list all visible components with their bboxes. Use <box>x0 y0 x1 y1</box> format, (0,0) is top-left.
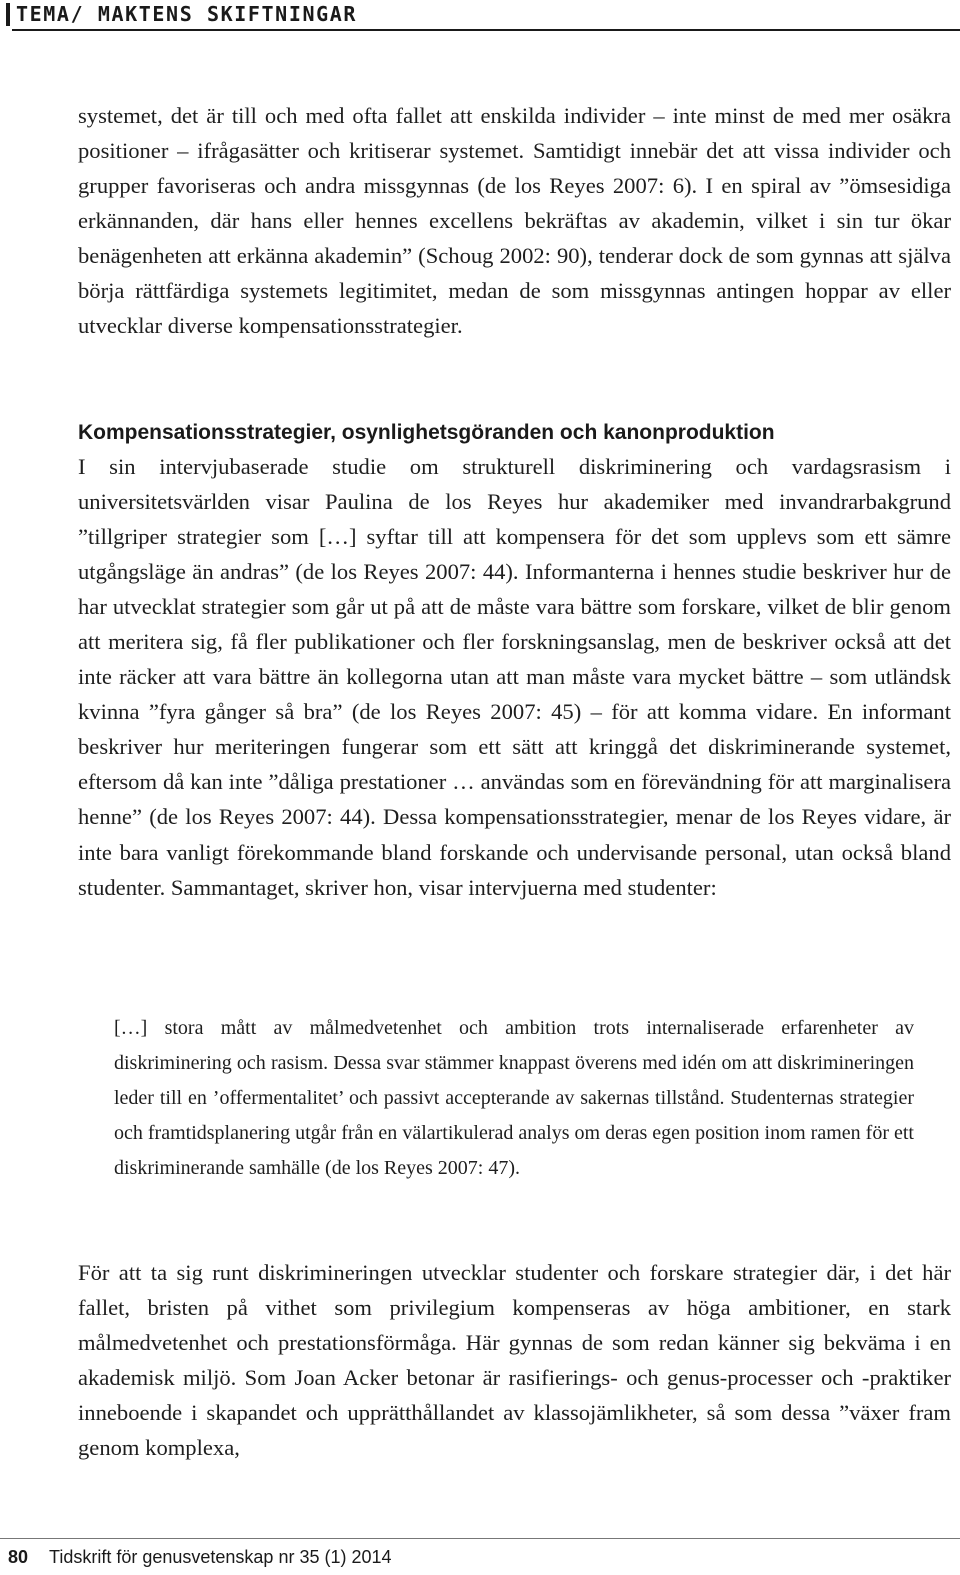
journal-citation: Tidskrift för genusvetenskap nr 35 (1) 2014 <box>49 1547 392 1567</box>
footer-rule <box>0 1538 960 1539</box>
header-rule <box>12 29 960 31</box>
block-quote: […] stora mått av målmedvetenhet och ambition trots internaliserade erfarenheter av diskriminering och rasism. Dessa svar stämmer knappast överens med idén om att diskrimineringen leder till en ’offermentalitet’ och passivt accepterande av sakernas tillstånd. Studenternas strategier och framtidsplanering utgår från en välartikulerad analys om deras egen position inom ramen för ett diskriminerande samhälle (de los Reyes 2007: 47). <box>114 1017 914 1180</box>
body-paragraph-3: För att ta sig runt diskrimineringen utvecklar studenter och forskare strategier där, i det här fallet, bristen på vithet som privilegium kompenseras av höga ambitioner, en stark målmedvetenhet och prestationsförmåga. Här gynnas de som redan känner sig bekväma i en akademisk miljö. Som Joan Acker betonar är rasifierings- och genus-processer och -praktiker inneboende i skapandet och upprätthållandet av klassojämlikheter, så som dessa ”växer fram genom komplexa, <box>78 1260 951 1461</box>
header-accent-bar <box>6 3 10 26</box>
section-title: TEMA/ MAKTENS SKIFTNINGAR <box>16 2 358 26</box>
running-header <box>0 0 960 32</box>
page-number: 80 <box>8 1547 29 1567</box>
section-heading: Kompensationsstrategier, osynlighetsgöranden och kanonproduktion <box>78 421 775 444</box>
page-footer <box>0 1538 960 1575</box>
body-paragraph-1: systemet, det är till och med ofta fallet att enskilda individer – inte minst de med mer osäkra positioner – ifrågasätter och kritiserar systemet. Samtidigt innebär det att vissa individer och grupper favoriseras och andra missgynnas (de los Reyes 2007: 6). I en spiral av ”ömsesidiga erkännanden, där hans eller hennes excellens bekräftas av akademin, vilket i sin tur ökar benägenheten att erkänna akademin” (Schoug 2002: 90), tenderar dock de som gynnas att själva börja rättfärdiga systemets legitimitet, medan de som missgynnas antingen hoppar av eller utvecklar diverse kompensationsstrategier. <box>78 103 951 339</box>
body-paragraph-2: I sin intervjubaserade studie om strukturell diskriminering och vardagsrasism i universitetsvärlden visar Paulina de los Reyes hur akademiker med invandrarbakgrund ”tillgriper strategier som […] syftar till att kompensera för det som upplevs som ett sämre utgångsläge än andras” (de los Reyes 2007: 44). Informanterna i hennes studie beskriver hur de har utvecklat strategier som går ut på att de måste vara bättre som forskare, vilket de blir genom att meritera sig, få fler publikationer och fler forskningsanslag, men de beskriver också att det inte räcker att vara bättre än kollegorna utan att man måste vara mycket bättre – som utländsk kvinna ”fyra gånger så bra” (de los Reyes 2007: 45) – för att komma vidare. En informant beskriver hur meriteringen fungerar som ett sätt att kringgå det diskriminerande systemet, eftersom då kan inte ”dåliga prestationer … användas som en förevändning för att marginalisera henne” (de los Reyes 2007: 44). Dessa kompensationsstrategier, menar de los Reyes vidare, är inte bara vanligt förekommande bland forskande och undervisande personal, utan också bland studenter. Sammantaget, skriver hon, visar intervjuerna med studenter: <box>78 454 951 900</box>
